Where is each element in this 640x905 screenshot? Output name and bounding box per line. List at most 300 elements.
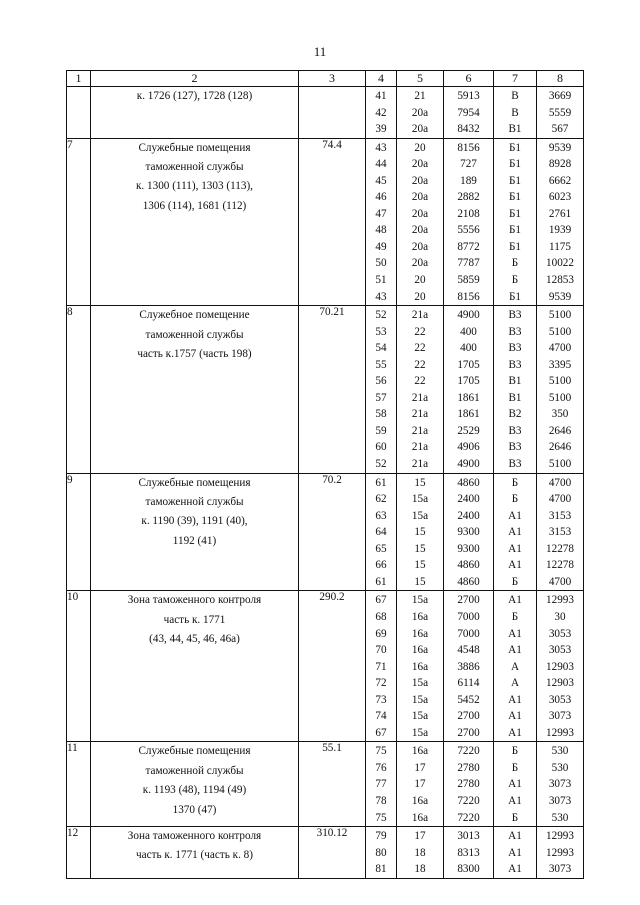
category-code: В1: [508, 391, 522, 404]
distance-value: 1939: [548, 224, 572, 237]
row-number: 21а: [411, 441, 429, 454]
description-line: 1306 (114), 1681 (112): [142, 199, 247, 212]
distance-value: 5100: [548, 325, 572, 338]
point-number: 46: [375, 191, 387, 204]
coordinate-value: 1861: [457, 391, 480, 404]
distance-value-column: [537, 591, 584, 742]
coordinate-value: 2108: [457, 207, 480, 220]
point-number: 77: [375, 778, 387, 791]
row-number: 20а: [411, 174, 429, 187]
distance-value: 5100: [548, 309, 572, 322]
row-number: 15а: [411, 693, 429, 706]
point-number: 50: [375, 257, 387, 270]
description-line: 1370 (47): [172, 803, 217, 816]
point-number: 70: [375, 644, 387, 657]
point-number: 79: [375, 830, 387, 843]
category-code: В3: [508, 309, 522, 322]
item-number: 11: [67, 742, 91, 827]
point-number: 68: [375, 610, 387, 623]
distance-value: 2646: [548, 441, 572, 454]
point-number-column: [366, 742, 397, 827]
distance-value: 4700: [548, 342, 572, 355]
coordinate-value: 5556: [457, 224, 480, 237]
point-number-column: [366, 87, 397, 139]
category-code: Б: [511, 761, 519, 774]
distance-value: 5100: [548, 458, 572, 471]
row-number-column: [397, 87, 444, 139]
point-number: 47: [375, 207, 387, 220]
row-number: 18: [414, 863, 426, 876]
description-line: таможенной службы: [145, 161, 244, 174]
distance-value: 5100: [548, 391, 572, 404]
row-number: 15а: [411, 726, 429, 739]
description-line: часть к.1757 (часть 198): [137, 347, 252, 360]
description-line: Зона таможенного контроля: [127, 830, 262, 843]
point-number: 41: [375, 90, 387, 102]
distance-value: 10022: [546, 257, 574, 270]
point-number: 51: [375, 274, 387, 287]
point-number: 69: [375, 627, 387, 640]
row-number: 22: [414, 358, 426, 371]
point-number-column: [366, 138, 397, 305]
row-number: 16а: [411, 745, 429, 758]
category-code: А1: [508, 526, 522, 539]
category-code: Б1: [508, 224, 522, 237]
description-line: таможенной службы: [145, 764, 244, 777]
column-header: 5: [397, 71, 444, 87]
description-line: таможенной службы: [145, 495, 244, 508]
distance-value: 5559: [548, 106, 572, 119]
coordinate-value: 2400: [457, 493, 480, 506]
distance-value: 8928: [548, 158, 572, 171]
coordinate-value: 2780: [457, 778, 480, 791]
row-number: 16а: [411, 794, 429, 807]
category-code: А1: [508, 830, 522, 843]
description-line: часть к. 1771: [163, 613, 226, 626]
column-header: 4: [366, 71, 397, 87]
distance-value: 350: [551, 408, 569, 421]
row-number-column: [397, 591, 444, 742]
coordinate-value: 8772: [457, 240, 480, 253]
distance-value: 4700: [548, 575, 572, 588]
page-number: 11: [313, 44, 327, 59]
point-number: 42: [375, 106, 387, 119]
coordinate-value: 7000: [457, 610, 480, 623]
distance-value: 6662: [548, 174, 572, 187]
point-number: 55: [375, 358, 387, 371]
row-number: 22: [414, 325, 426, 338]
row-number: 16а: [411, 644, 429, 657]
point-number: 49: [375, 240, 387, 253]
category-code: А1: [508, 778, 522, 791]
item-number: 7: [67, 138, 91, 305]
point-number: 43: [375, 290, 387, 303]
item-number: 12: [67, 827, 91, 879]
table-row: [67, 591, 584, 742]
coordinate-value: 8156: [457, 290, 480, 303]
distance-value-column: [537, 138, 584, 305]
distance-value: 5100: [548, 375, 572, 388]
row-number: 16а: [411, 610, 429, 623]
area-value: 310.12: [299, 827, 366, 879]
row-number: 15а: [411, 594, 429, 607]
point-number: 48: [375, 224, 387, 237]
category-code: А1: [508, 710, 522, 723]
distance-value: 2646: [548, 424, 572, 437]
coordinate-value: 8300: [457, 863, 480, 876]
row-number: 20а: [411, 224, 429, 237]
category-code: Б: [511, 274, 519, 287]
description-line: к. 1726 (127), 1728 (128): [136, 90, 253, 102]
coordinate-value: 7220: [457, 794, 480, 807]
premises-description: [91, 306, 299, 473]
row-number: 20: [414, 274, 426, 287]
category-code: Б1: [508, 141, 522, 154]
distance-value: 12278: [546, 542, 574, 555]
category-code: А1: [508, 542, 522, 555]
distance-value: 3073: [548, 710, 572, 723]
point-number: 52: [375, 458, 387, 471]
category-code: В3: [508, 325, 522, 338]
point-number: 67: [375, 726, 387, 739]
distance-value: 530: [551, 745, 569, 758]
row-number: 20а: [411, 240, 429, 253]
coordinate-value: 2882: [457, 191, 480, 204]
point-number: 52: [375, 309, 387, 322]
distance-value: 3669: [548, 90, 572, 102]
coordinate-value: 400: [460, 325, 477, 338]
row-number-column: [397, 473, 444, 591]
category-code-column: [494, 591, 537, 742]
row-number: 15: [414, 542, 426, 555]
coordinate-value: 3013: [457, 830, 480, 843]
distance-value: 3073: [548, 778, 572, 791]
point-number-column: [366, 827, 397, 879]
point-number: 44: [375, 158, 387, 171]
coordinate-value-column: [444, 591, 494, 742]
category-code: А1: [508, 627, 522, 640]
distance-value: 567: [551, 123, 569, 136]
row-number: 20: [414, 141, 426, 154]
category-code: А1: [508, 594, 522, 607]
category-code: Б1: [508, 191, 522, 204]
table-row: [67, 306, 584, 473]
distance-value: 9539: [548, 290, 572, 303]
coordinate-value: 7787: [457, 257, 480, 270]
description-line: к. 1190 (39), 1191 (40),: [141, 515, 248, 528]
row-number: 21: [414, 90, 426, 102]
premises-description: [91, 138, 299, 305]
coordinate-value-column: [444, 87, 494, 139]
row-number: 20а: [411, 191, 429, 204]
category-code: А: [510, 660, 520, 673]
table-row: [67, 473, 584, 591]
category-code: Б: [511, 575, 519, 588]
coordinate-value: 7954: [457, 106, 480, 119]
coordinate-value: 4906: [457, 441, 480, 454]
distance-value: 3153: [548, 509, 572, 522]
description-line: Служебное помещение: [139, 309, 250, 322]
coordinate-value: 189: [460, 174, 477, 187]
row-number: 15а: [411, 710, 429, 723]
row-number: 18: [414, 846, 426, 859]
point-number: 73: [375, 693, 387, 706]
distance-value: 530: [551, 811, 569, 824]
row-number: 15: [414, 575, 426, 588]
distance-value: 3053: [548, 627, 572, 640]
description-line: (43, 44, 45, 46, 46а): [149, 633, 240, 646]
category-code: Б: [511, 257, 519, 270]
category-code: Б1: [508, 207, 522, 220]
distance-value: 3053: [548, 644, 572, 657]
coordinate-value: 4860: [457, 575, 480, 588]
point-number-column: [366, 306, 397, 473]
premises-description: [91, 87, 299, 139]
point-number-column: [366, 591, 397, 742]
area-value: [299, 87, 366, 139]
category-code: А1: [508, 863, 522, 876]
distance-value: 12278: [546, 559, 574, 572]
description-line: к. 1300 (111), 1303 (113),: [136, 180, 253, 193]
point-number-column: [366, 473, 397, 591]
point-number: 76: [375, 761, 387, 774]
premises-description: [91, 742, 299, 827]
category-code: А1: [508, 693, 522, 706]
distance-value: 12903: [546, 677, 574, 690]
distance-value: 12993: [546, 726, 574, 739]
point-number: 61: [375, 476, 387, 489]
coordinate-value: 3886: [457, 660, 480, 673]
coordinate-value: 7000: [457, 627, 480, 640]
distance-value: 4700: [548, 493, 572, 506]
row-number: 15: [414, 526, 426, 539]
coordinate-value: 2700: [457, 710, 480, 723]
column-header: 8: [537, 71, 584, 87]
point-number: 71: [375, 660, 387, 673]
category-code: Б: [511, 493, 519, 506]
coordinate-value: 2700: [457, 726, 480, 739]
category-code: В3: [508, 358, 522, 371]
category-code: Б: [511, 610, 519, 623]
row-number: 17: [414, 830, 426, 843]
row-number-column: [397, 306, 444, 473]
distance-value: 12903: [546, 660, 574, 673]
category-code: А1: [508, 644, 522, 657]
distance-value: 30: [554, 610, 566, 623]
row-number-column: [397, 742, 444, 827]
category-code: А1: [508, 726, 522, 739]
coordinate-value: 1861: [457, 408, 480, 421]
coordinate-value: 4900: [457, 458, 480, 471]
column-header: 6: [444, 71, 494, 87]
row-number: 15а: [411, 493, 429, 506]
coordinate-value: 4900: [457, 309, 480, 322]
coordinate-value: 8313: [457, 846, 480, 859]
row-number: 21а: [411, 408, 429, 421]
row-number: 16а: [411, 660, 429, 673]
column-header: 2: [91, 71, 299, 87]
category-code-column: [494, 87, 537, 139]
category-code: Б1: [508, 158, 522, 171]
row-number: 21а: [411, 458, 429, 471]
point-number: 63: [375, 509, 387, 522]
table-row: [67, 87, 584, 139]
coordinate-value: 7220: [457, 745, 480, 758]
area-value: 55.1: [299, 742, 366, 827]
point-number: 78: [375, 794, 387, 807]
distance-value: 3073: [548, 794, 572, 807]
row-number: 20а: [411, 207, 429, 220]
point-number: 62: [375, 493, 387, 506]
point-number: 57: [375, 391, 387, 404]
point-number: 81: [375, 863, 387, 876]
distance-value: 12993: [546, 830, 574, 843]
description-line: 1192 (41): [172, 534, 217, 547]
point-number: 66: [375, 559, 387, 572]
point-number: 80: [375, 846, 387, 859]
coordinate-value: 2700: [457, 594, 480, 607]
coordinate-value: 2780: [457, 761, 480, 774]
distance-value: 3395: [548, 358, 572, 371]
category-code: Б: [511, 476, 519, 489]
category-code: Б1: [508, 290, 522, 303]
point-number: 72: [375, 677, 387, 690]
category-code: А1: [508, 794, 522, 807]
row-number: 21а: [411, 309, 429, 322]
coordinates-table: [66, 70, 584, 879]
row-number-column: [397, 827, 444, 879]
point-number: 65: [375, 542, 387, 555]
description-line: Служебные помещения: [138, 476, 251, 489]
coordinate-value: 9300: [457, 526, 480, 539]
premises-description: [91, 591, 299, 742]
coordinate-value: 8432: [457, 123, 480, 136]
coordinate-value: 4548: [457, 644, 480, 657]
coordinate-value: 4860: [457, 559, 480, 572]
category-code: А1: [508, 846, 522, 859]
distance-value: 3053: [548, 693, 572, 706]
category-code-column: [494, 138, 537, 305]
point-number: 59: [375, 424, 387, 437]
point-number: 54: [375, 342, 387, 355]
coordinate-value: 4860: [457, 476, 480, 489]
distance-value: 12853: [546, 274, 574, 287]
area-value: 290.2: [299, 591, 366, 742]
table-row: [67, 742, 584, 827]
coordinate-value: 1705: [457, 375, 480, 388]
coordinate-value: 727: [460, 158, 477, 171]
row-number: 20а: [411, 158, 429, 171]
description-line: часть к. 1771 (часть к. 8): [136, 849, 253, 862]
header-row: [67, 71, 584, 87]
coordinate-value: 5452: [457, 693, 480, 706]
coordinate-value: 400: [460, 342, 477, 355]
area-value: 74.4: [299, 138, 366, 305]
description-line: таможенной службы: [145, 328, 244, 341]
distance-value-column: [537, 742, 584, 827]
distance-value: 6023: [548, 191, 572, 204]
category-code: В: [511, 90, 519, 102]
row-number: 17: [414, 761, 426, 774]
distance-value-column: [537, 87, 584, 139]
coordinate-value: 2529: [457, 424, 480, 437]
row-number: 20а: [411, 257, 429, 270]
coordinate-value: 1705: [457, 358, 480, 371]
distance-value: 9539: [548, 141, 572, 154]
description-line: Служебные помещения: [138, 141, 251, 154]
item-number: 9: [67, 473, 91, 591]
table-row: [67, 827, 584, 879]
category-code: В: [511, 106, 519, 119]
coordinate-value: 6114: [457, 677, 480, 690]
point-number: 53: [375, 325, 387, 338]
distance-value: 1175: [549, 240, 571, 253]
row-number: 16а: [411, 627, 429, 640]
point-number: 75: [375, 745, 387, 758]
point-number: 60: [375, 441, 387, 454]
row-number: 21а: [411, 391, 429, 404]
item-number: 10: [67, 591, 91, 742]
category-code: Б1: [508, 240, 522, 253]
description-line: Служебные помещения: [138, 745, 251, 758]
row-number: 15: [414, 559, 426, 572]
distance-value-column: [537, 827, 584, 879]
area-value: 70.21: [299, 306, 366, 473]
description-line: к. 1193 (48), 1194 (49): [142, 784, 247, 797]
category-code: В3: [508, 342, 522, 355]
item-number: 8: [67, 306, 91, 473]
column-header: 1: [67, 71, 91, 87]
point-number: 39: [375, 123, 387, 136]
premises-description: [91, 827, 299, 879]
column-header: 3: [299, 71, 366, 87]
point-number: 45: [375, 174, 387, 187]
coordinate-value: 5859: [457, 274, 480, 287]
category-code: В2: [508, 408, 522, 421]
coordinate-value: 8156: [457, 141, 480, 154]
coordinate-value-column: [444, 473, 494, 591]
coordinate-value-column: [444, 827, 494, 879]
category-code: В1: [508, 375, 522, 388]
coordinate-value: 2400: [457, 509, 480, 522]
point-number: 74: [375, 710, 387, 723]
coordinate-value-column: [444, 306, 494, 473]
point-number: 64: [375, 526, 387, 539]
row-number-column: [397, 138, 444, 305]
row-number: 17: [414, 778, 426, 791]
point-number: 43: [375, 141, 387, 154]
distance-value: 12993: [546, 594, 574, 607]
row-number: 16а: [411, 811, 429, 824]
category-code: Б1: [508, 174, 522, 187]
description-line: Зона таможенного контроля: [127, 594, 262, 607]
category-code: В3: [508, 441, 522, 454]
point-number: 56: [375, 375, 387, 388]
row-number: 15а: [411, 677, 429, 690]
table-row: [67, 138, 584, 305]
category-code: Б: [511, 745, 519, 758]
area-value: 70.2: [299, 473, 366, 591]
coordinate-value: 7220: [457, 811, 480, 824]
row-number: 15: [414, 476, 426, 489]
category-code-column: [494, 306, 537, 473]
point-number: 58: [375, 408, 387, 421]
coordinate-value-column: [444, 742, 494, 827]
point-number: 75: [375, 811, 387, 824]
distance-value-column: [537, 473, 584, 591]
coordinate-value-column: [444, 138, 494, 305]
coordinate-value: 5913: [457, 90, 480, 102]
